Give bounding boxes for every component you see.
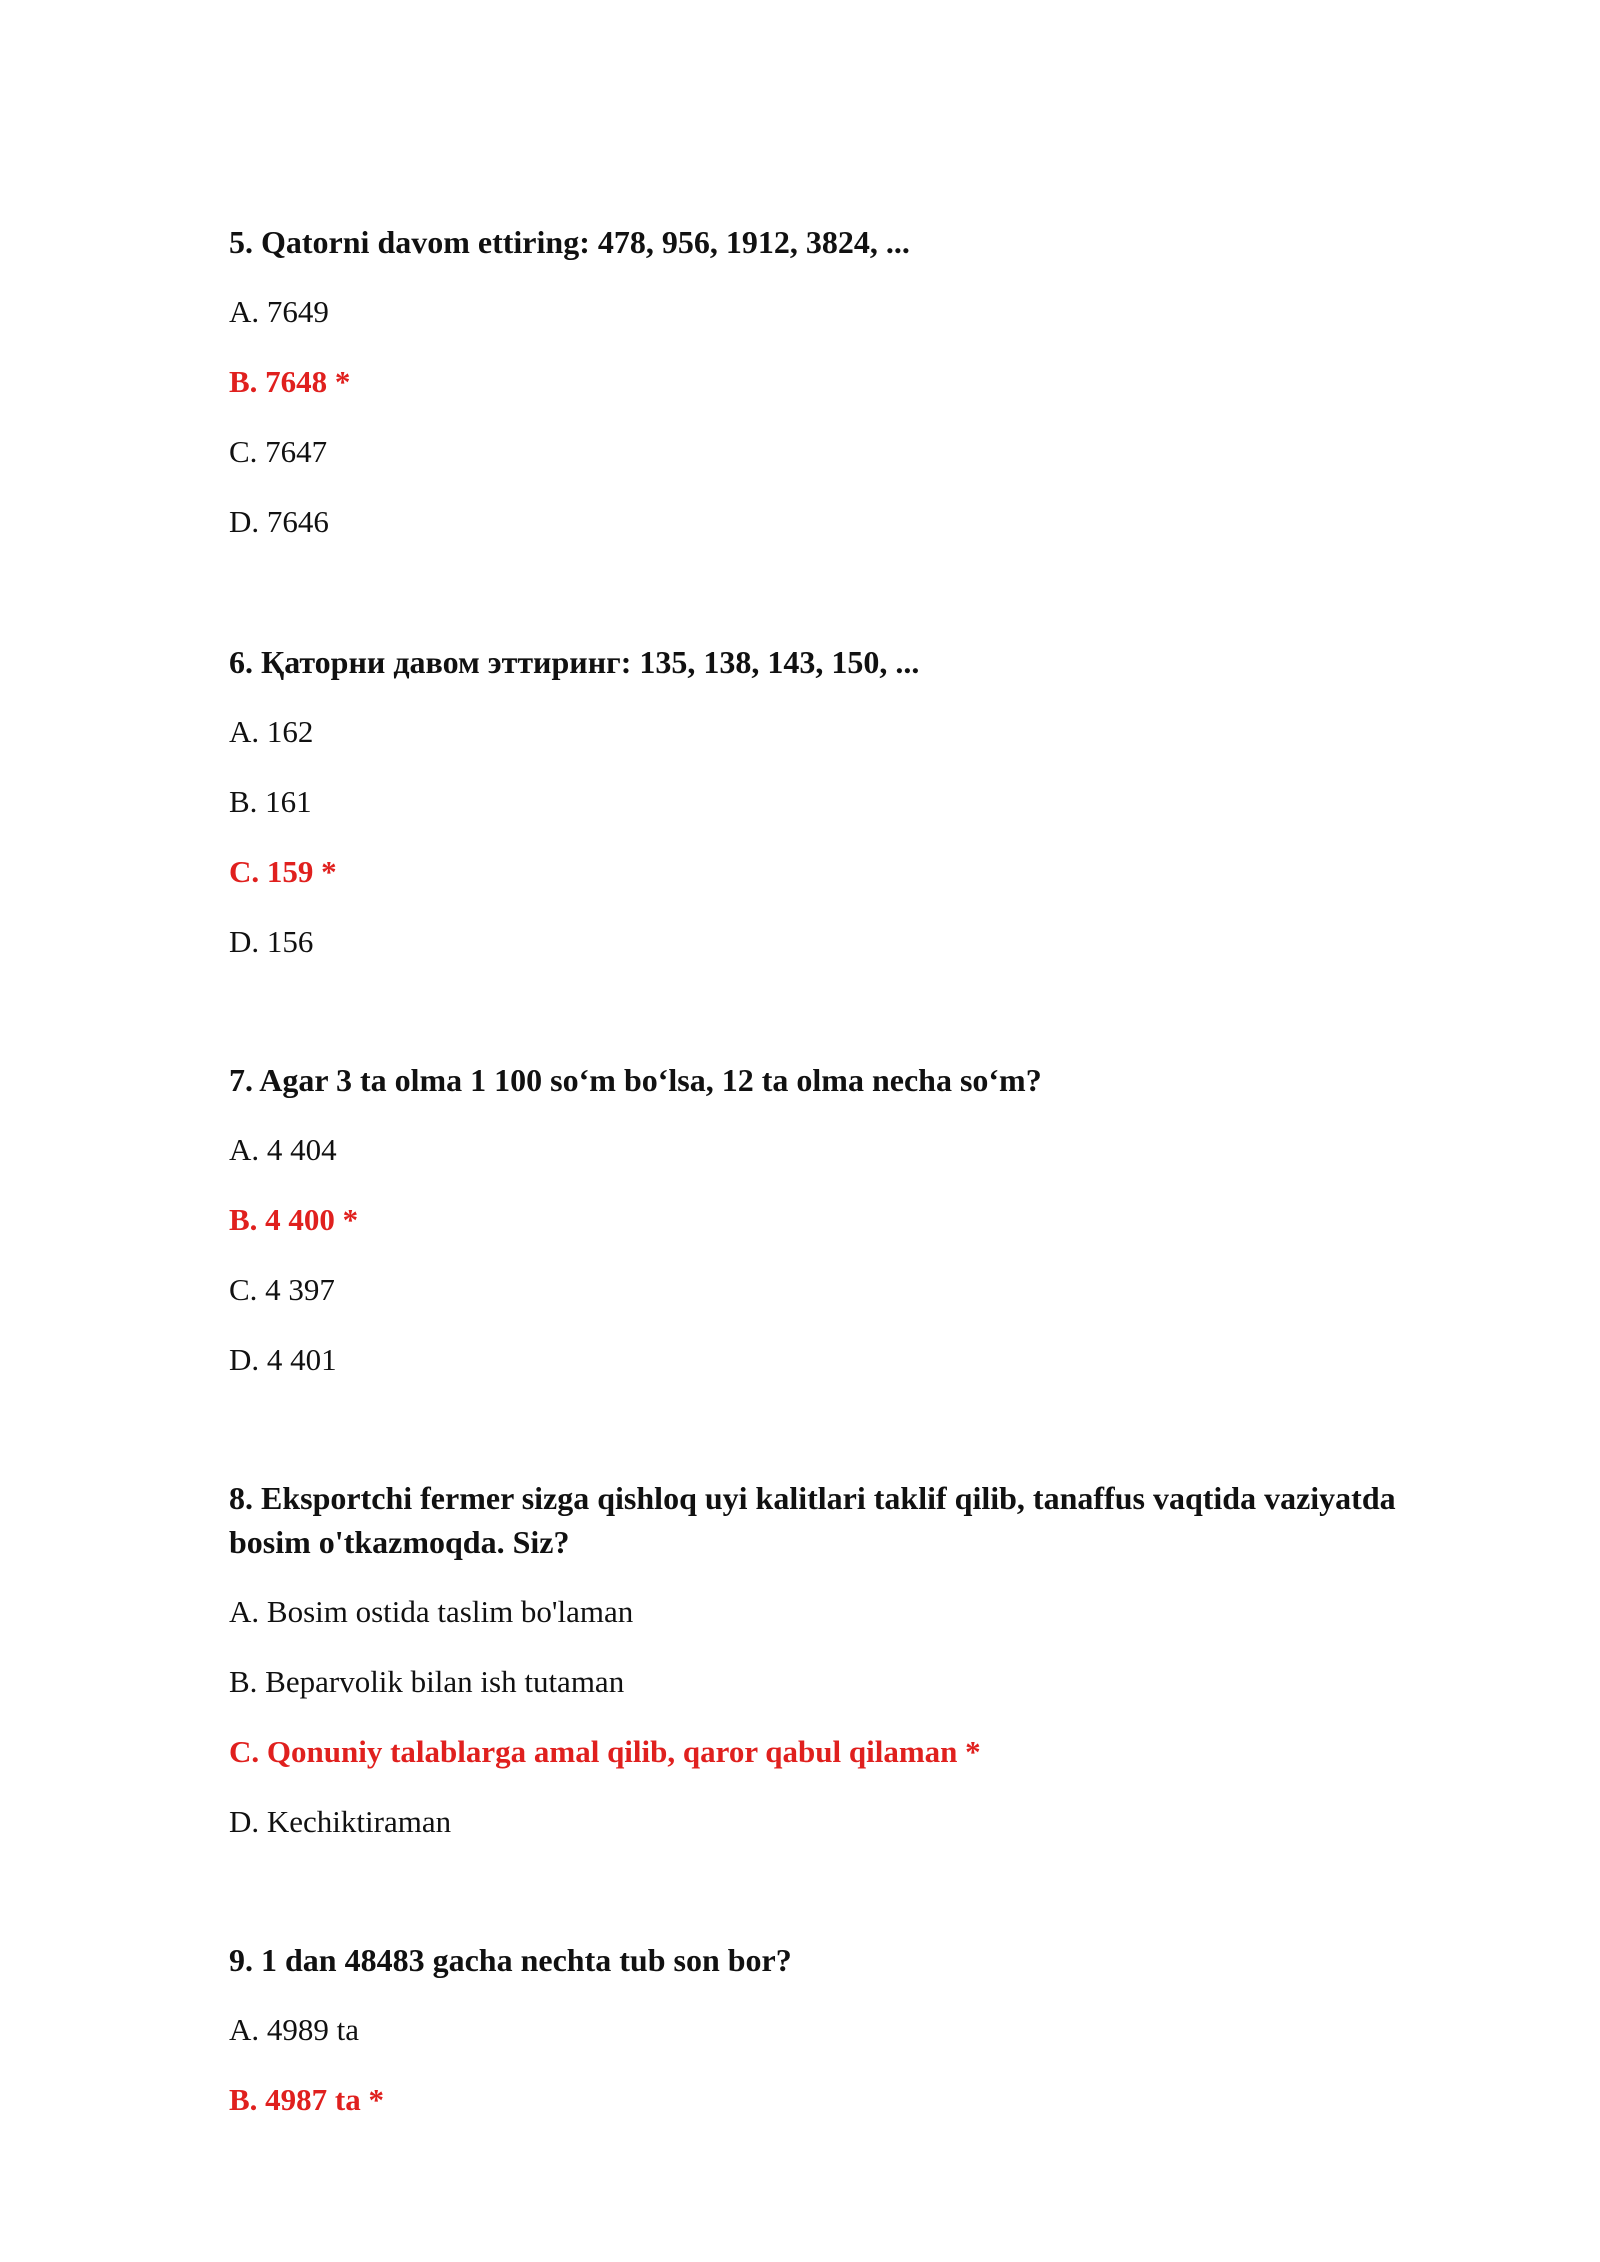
option-a: A. 162	[229, 714, 314, 749]
option-c: C. 4 397	[229, 1272, 335, 1307]
question-5	[229, 220, 1429, 264]
option-a: A. 4 404	[229, 1132, 337, 1167]
option-b: B. 161	[229, 784, 312, 819]
option-d: D. Kechiktiraman	[229, 1804, 452, 1839]
question-text: 7. Agar 3 ta olma 1 100 so‘m bo‘lsa, 12 ta olma necha so‘m?	[229, 1062, 1042, 1098]
question-7	[229, 1058, 1429, 1102]
question-6	[229, 640, 1429, 684]
option-c: C. 7647	[229, 434, 328, 469]
option-d: D. 7646	[229, 504, 329, 539]
question-8	[229, 1476, 1429, 1564]
option-b-correct: B. 4987 ta *	[229, 2082, 384, 2117]
question-text: 9. 1 dan 48483 gacha nechta tub son bor?	[229, 1942, 792, 1978]
question-text: 8. Eksportchi fermer sizga qishloq uyi kalitlari taklif qilib, tanaffus vaqtida vaziyatda bosim o'tkazmoqda. Siz?	[229, 1480, 1396, 1560]
option-c-correct: C. Qonuniy talablarga amal qilib, qaror qabul qilaman *	[229, 1734, 981, 1769]
option-d: D. 156	[229, 924, 314, 959]
question-text: 6. Қаторни давом эттиринг: 135, 138, 143, 150, ...	[229, 644, 920, 680]
question-9	[229, 1938, 1429, 1982]
option-a: A. Bosim ostida taslim bo'laman	[229, 1594, 634, 1629]
option-a: A. 7649	[229, 294, 329, 329]
option-c-correct: C. 159 *	[229, 854, 337, 889]
option-d: D. 4 401	[229, 1342, 337, 1377]
option-b: B. Beparvolik bilan ish tutaman	[229, 1664, 625, 1699]
option-a: A. 4989 ta	[229, 2012, 360, 2047]
option-b-correct: B. 4 400 *	[229, 1202, 359, 1237]
question-text: 5. Qatorni davom ettiring: 478, 956, 1912, 3824, ...	[229, 224, 910, 260]
option-b-correct: B. 7648 *	[229, 364, 351, 399]
